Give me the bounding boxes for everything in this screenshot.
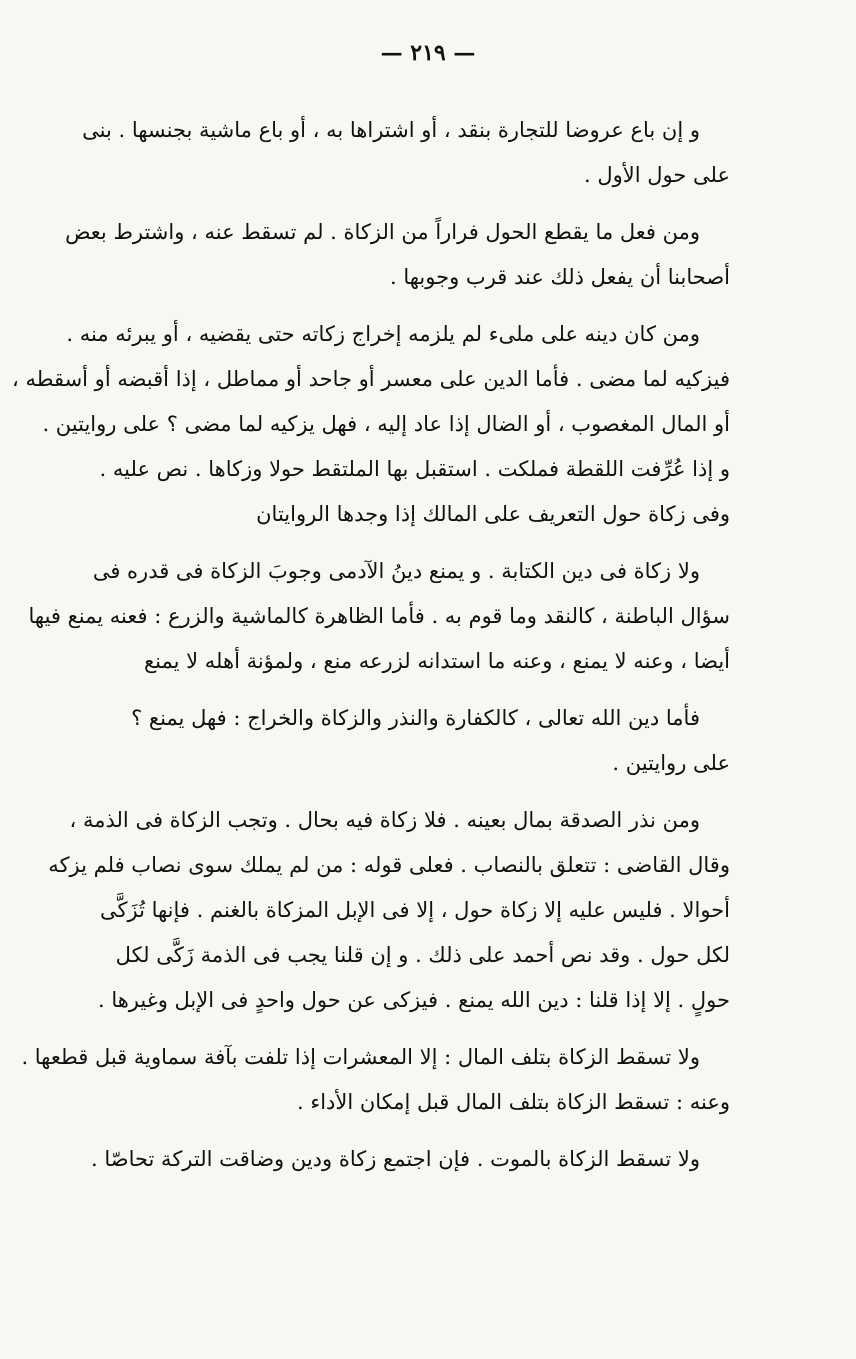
text-line: سؤال الباطنة ، كالنقد وما قوم به . فأما الظاهرة كالماشية والزرع : فعنه يمنع فيها: [28, 604, 730, 628]
text-line: أو المال المغصوب ، أو الضال إذا عاد إليه ، فهل يزكيه لما مضى ؟ على روايتين .: [42, 412, 730, 436]
text-line: وعنه : تسقط الزكاة بتلف المال قبل إمكان الأداء .: [296, 1090, 730, 1114]
paragraph: [28, 549, 760, 684]
text-line: وفى زكاة حول التعريف على المالك إذا وجدها الروايتان: [256, 502, 730, 526]
text-line: وقال القاضى : تتعلق بالنصاب . فعلى قوله : من لم يملك سوى نصاب فلم يزكه: [48, 853, 730, 877]
text-line: و إن باع عروضا للتجارة بنقد ، أو اشتراها به ، أو باع ماشية بجنسها . بنى: [82, 118, 700, 142]
paragraph: [82, 108, 760, 198]
text-line: ومن فعل ما يقطع الحول فراراً من الزكاة . لم تسقط عنه ، واشترط بعض: [65, 220, 700, 244]
text-line: حولٍ . إلا إذا قلنا : دين الله يمنع . فيزكى عن حول واحدٍ فى الإبل وغيرها .: [97, 988, 730, 1012]
paragraph: [48, 798, 760, 1023]
paragraph: [91, 1137, 760, 1182]
text-line: ولا تسقط الزكاة بالموت . فإن اجتمع زكاة ودين وضاقت التركة تحاصّا .: [91, 1147, 700, 1171]
text-line: ولا تسقط الزكاة بتلف المال : إلا المعشرات إذا تلفت بآفة سماوية قبل قطعها .: [21, 1045, 700, 1069]
paragraph: [12, 312, 760, 537]
page-body: [12, 108, 760, 1194]
text-line: لكل حول . وقد نص أحمد على ذلك . و إن قلنا يجب فى الذمة زَكَّى لكل: [115, 943, 730, 967]
text-line: ولا زكاة فى دين الكتابة . و يمنع دينُ الآدمى وجوبَ الزكاة فى قدره فى: [92, 559, 700, 583]
text-line: أيضا ، وعنه لا يمنع ، وعنه ما استدانه لزرعه منع ، ولمؤنة أهله لا يمنع: [143, 649, 730, 673]
text-line: أصحابنا أن يفعل ذلك عند قرب وجوبها .: [390, 265, 730, 289]
text-line: فأما دين الله تعالى ، كالكفارة والنذر والزكاة والخراج : فهل يمنع ؟: [131, 706, 700, 730]
paragraph: [100, 696, 760, 786]
paragraph: [21, 1035, 760, 1125]
text-line: أحوالا . فليس عليه إلا زكاة حول ، إلا فى الإبل المزكاة بالغنم . فإنها تُزَكَّى: [100, 898, 730, 922]
paragraph: [65, 210, 760, 300]
page-number: — ٢١٩ —: [380, 40, 476, 66]
text-line: ومن نذر الصدقة بمال بعينه . فلا زكاة فيه بحال . وتجب الزكاة فى الذمة ،: [69, 808, 700, 832]
text-line: فيزكيه لما مضى . فأما الدين على معسر أو جاحد أو مماطل ، إذا أقبضه أو أسقطه ،: [12, 367, 730, 391]
text-line: و إذا عُرِّفت اللقطة فملكت . استقبل بها الملتقط حولا وزكاها . نص عليه .: [99, 457, 730, 481]
text-line: على روايتين .: [612, 751, 730, 775]
text-line: على حول الأول .: [584, 163, 730, 187]
text-line: ومن كان دينه على ملىء لم يلزمه إخراج زكاته حتى يقضيه ، أو يبرئه منه .: [66, 322, 700, 346]
